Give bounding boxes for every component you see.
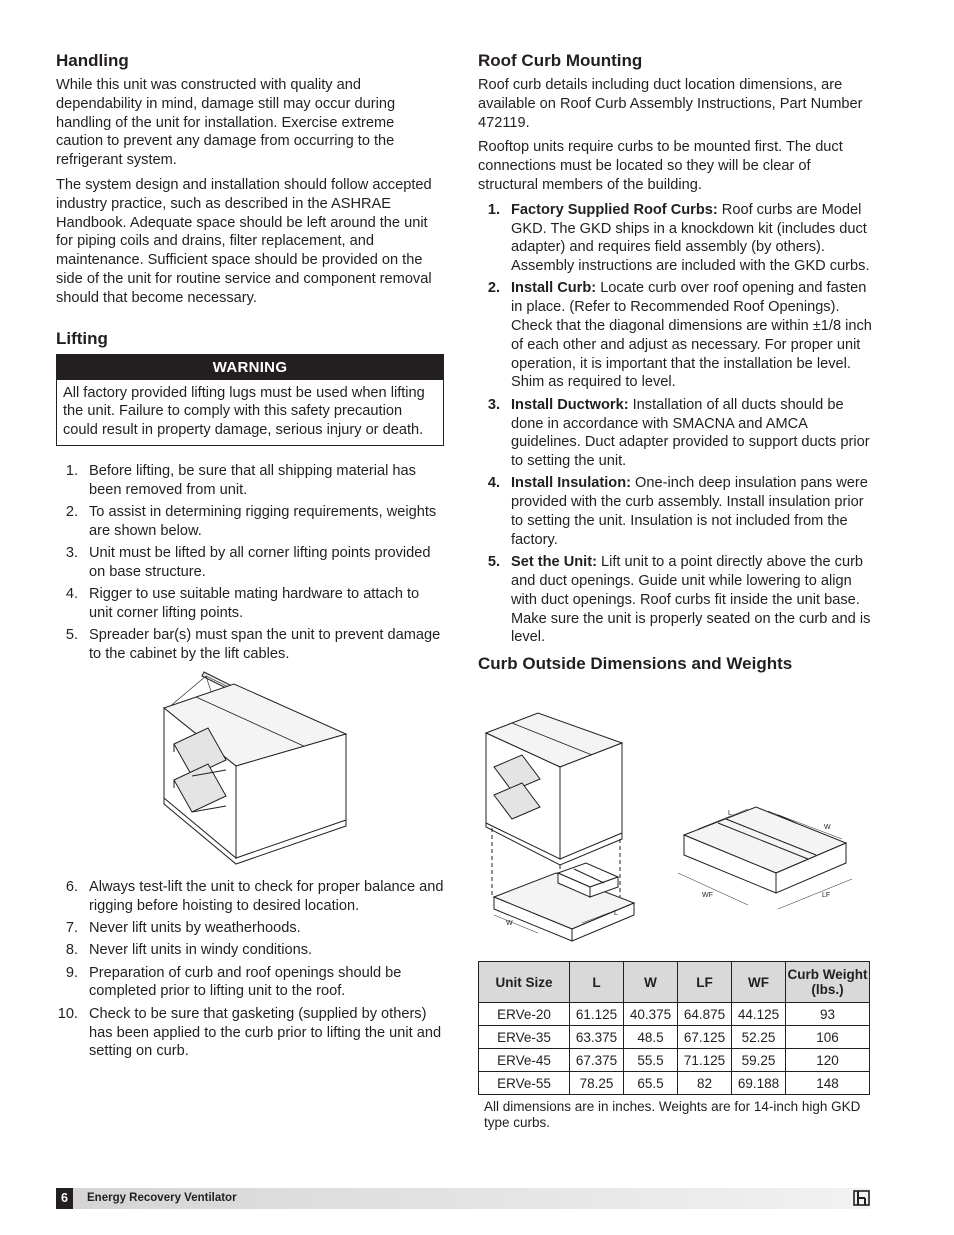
- table-row: ERVe-45 67.375 55.5 71.125 59.25 120: [479, 1049, 870, 1072]
- list-item: 10. Check to be sure that gasketing (supplied by others) has been applied to the curb prior to lifting the unit and setting on curb.: [57, 1005, 442, 1060]
- list-item: 5. Set the Unit: Lift unit to a point directly above the curb and duct openings. Guide unit while lowering to align with duct openings. Roof curbs fit inside the unit base. Make sure the unit is properly seated on the curb and is level.: [487, 554, 871, 646]
- dim-label-lf: LF: [822, 892, 831, 900]
- list-item: 4. Install Insulation: One-inch deep insulation pans were provided with the curb assembly. Install insulation prior to setting the unit. Insulation is not included from the factory.: [487, 475, 868, 548]
- handling-paragraph-2: The system design and installation should follow accepted industry practice, such as described in the ASHRAE Handbook. Adequate space should be left around the unit for piping coils and drains, filter replacement, and maintenance. Sufficient space should be provided on the side of the unit for routine service and component removal should that become necessary.: [56, 176, 432, 306]
- brand-logo-icon: [853, 1190, 870, 1206]
- table-row: ERVe-35 63.375 48.5 67.125 52.25 106: [479, 1026, 870, 1049]
- lifting-unit-illustration: [56, 670, 444, 870]
- table-row: ERVe-55 78.25 65.5 82 69.188 148: [479, 1072, 870, 1095]
- list-item: 2. To assist in determining rigging requirements, weights are shown below.: [65, 504, 437, 539]
- list-item: 3. Unit must be lifted by all corner lifting points provided on base structure.: [65, 545, 431, 580]
- right-column: [478, 50, 874, 1130]
- list-item: 1. Factory Supplied Roof Curbs: Roof curbs are Model GKD. The GKD ships in a knockdown kit (includes duct adapter) and requires field assembly (by others). Assembly instructions are included with the GKD curbs.: [487, 201, 870, 275]
- page-number: 6: [56, 1188, 73, 1209]
- dim-label-w-small: W: [824, 824, 831, 832]
- table-row: ERVe-20 61.125 40.375 64.875 44.125 93: [479, 1003, 870, 1026]
- table-note: All dimensions are in inches. Weights are for 14-inch high GKD type curbs.: [484, 1099, 861, 1130]
- roof-curb-paragraph-2: Rooftop units require curbs to be mounted first. The duct connections must be located so they will be clear of structural members of the building.: [478, 139, 843, 193]
- warning-text: All factory provided lifting lugs must be used when lifting the unit. Failure to comply with this safety precaution could result in property damage, serious injury or death.: [63, 384, 425, 439]
- col-wf: WF: [732, 962, 786, 1003]
- col-curb-weight: Curb Weight (lbs.): [786, 962, 870, 1003]
- curb-dimensions-table: [478, 961, 870, 1095]
- dim-label-l-small: L: [728, 810, 732, 818]
- col-unit-size: Unit Size: [479, 962, 570, 1003]
- list-item: 7. Never lift units by weatherhoods.: [65, 920, 301, 937]
- curb-dimensions-heading: Curb Outside Dimensions and Weights: [478, 654, 793, 674]
- lifting-steps-b: [56, 878, 444, 1061]
- col-l: L: [570, 962, 624, 1003]
- list-item: 1. Before lifting, be sure that all shipping material has been removed from unit.: [65, 462, 416, 498]
- page-footer: [56, 1188, 870, 1209]
- list-item: 3. Install Ductwork: Installation of all ducts should be done in accordance with SMACNA and AMCA guidelines. Duct adapter provided to support ducts prior to setting the unit.: [487, 396, 870, 470]
- lifting-steps-a: [56, 462, 444, 664]
- dim-label-l-curb: L: [614, 910, 618, 918]
- list-item: 6. Always test-lift the unit to check for proper balance and rigging before hoisting to desired location.: [65, 878, 444, 914]
- col-lf: LF: [678, 962, 732, 1003]
- list-item: 8. Never lift units in windy conditions.: [65, 942, 313, 959]
- handling-paragraph-1: While this unit was constructed with quality and dependability in mind, damage still may occur during handling of the unit for installation. Exercise extreme caution to prevent any damage from occurring to the refrigerant system.: [56, 77, 396, 169]
- warning-box: [56, 354, 444, 446]
- roof-curb-paragraph-1: Roof curb details including duct location dimensions, are available on Roof Curb Assembly Instructions, Part Number 472119.: [478, 77, 863, 131]
- footer-title: Energy Recovery Ventilator: [87, 1192, 237, 1204]
- warning-title: WARNING: [57, 355, 443, 380]
- col-w: W: [624, 962, 678, 1003]
- table-header-row: [479, 962, 870, 1003]
- roof-curb-heading: Roof Curb Mounting: [478, 51, 643, 70]
- lifting-heading: Lifting: [56, 328, 108, 348]
- handling-heading: Handling: [56, 51, 129, 70]
- dim-label-w-curb: W: [506, 920, 513, 928]
- roof-curb-steps: [478, 201, 874, 647]
- list-item: 4. Rigger to use suitable mating hardware to attach to unit corner lifting points.: [65, 586, 420, 622]
- list-item: 2. Install Curb: Locate curb over roof opening and fasten in place. (Refer to Recommended Roof Openings). Check that the diagonal dimensions are within ±1/8 inch of each other and adjust as necessary. For proper unit operation, it is important that the installation be level. Shim as required to level.: [487, 280, 872, 391]
- left-column: [56, 50, 444, 1065]
- list-item: 9. Preparation of curb and roof openings should be completed prior to lifting unit to the roof.: [65, 964, 402, 1000]
- list-item: 5. Spreader bar(s) must span the unit to prevent damage to the cabinet by the lift cables.: [65, 627, 441, 663]
- dim-label-wf: WF: [702, 892, 713, 900]
- curb-diagram: [478, 683, 874, 943]
